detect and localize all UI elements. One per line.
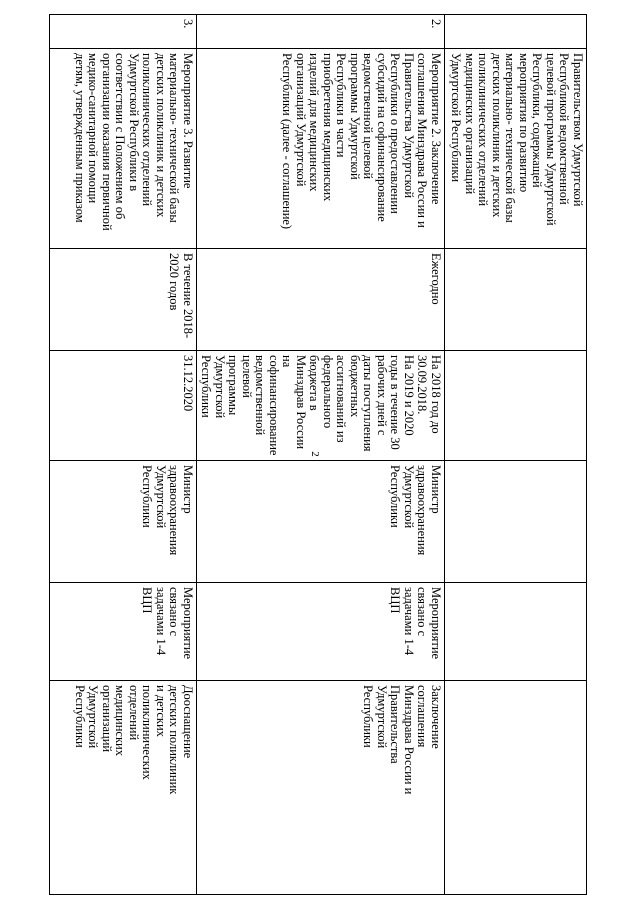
table-row (50, 15, 197, 895)
activity-text: Мероприятие 2. Заключение соглашения Минздрава России и Правительства Удмуртской Республики о предоставлении субсидий на софинансирование ведомственной целевой программы Удмуртской Республики в части приобретения медицинских изделий для медицинских организаций Удмуртской Республики (далее - соглашение) (280, 53, 443, 230)
link-text: Мероприятие связано с задачами 1-4 ВЦП (140, 587, 195, 660)
deadline-cell (197, 351, 445, 461)
responsible-text: Министр здравоохранения Удмуртской Республики (140, 465, 195, 556)
result-text: Заключение соглашения Минздрава России и Правительства Удмуртской Республики (361, 685, 443, 795)
activity-text: Правительством Удмуртской Республикой ведомственной целевой программы Удмуртской Республики, содержащей мероприятия по развитию материально- технической базы детских поликлиник и детских поликлинических отделений медицинских организаций Удмуртской Республики (449, 53, 585, 226)
term-text: Ежегодно (429, 253, 443, 305)
row-number-cell (50, 15, 197, 49)
deadline-text: На 2018 год до 30.09.2018. На 2019 и 2020 годы в течение 30 рабочих дней с даты поступления бюджетных ассигнований из федерального бюджета в Минздрав России на софинансирование ведомственной целевой программы Удмуртской Республики (199, 355, 443, 456)
activity-cell (50, 49, 197, 249)
term-cell (445, 249, 587, 351)
activity-cell (197, 49, 445, 249)
link-cell (50, 583, 197, 681)
term-cell (197, 249, 445, 351)
link-cell (197, 583, 445, 681)
responsible-cell (445, 461, 587, 583)
result-cell (50, 681, 197, 895)
activity-cell (445, 49, 587, 249)
deadline-cell (445, 351, 587, 461)
row-number-cell (445, 15, 587, 49)
responsible-text: Министр здравоохранения Удмуртской Республики (388, 465, 443, 556)
link-cell (445, 583, 587, 681)
row-number: 3. (181, 19, 195, 29)
term-cell (50, 249, 197, 351)
responsible-cell (197, 461, 445, 583)
link-text: Мероприятие связано с задачами 1-4 ВЦП (388, 587, 443, 660)
result-cell (197, 681, 445, 895)
deadline-text: 31.12.2020 (181, 355, 195, 412)
page-number: 2 (308, 451, 321, 457)
result-text: Дооснащение детских поликлиник и детских поликлинических отделений медицинских организаций Удмуртской Республики (73, 685, 195, 795)
rotated-table-container (54, 14, 587, 894)
activity-text: Мероприятие 3. Развитие материально- технической базы детских поликлиник и детских поликлинических отделений Удмуртской Республики в соответствии с Положением об организации оказания первичной медико-санитарной помощи детям, утвержденным приказом (73, 53, 195, 231)
table-row (445, 15, 587, 895)
result-cell (445, 681, 587, 895)
responsible-cell (50, 461, 197, 583)
term-text: В течение 2018- 2020 годов (167, 253, 195, 339)
deadline-cell (50, 351, 197, 461)
row-number: 2. (429, 19, 443, 29)
table-row (197, 15, 445, 895)
activities-table (49, 14, 587, 895)
row-number-cell (197, 15, 445, 49)
